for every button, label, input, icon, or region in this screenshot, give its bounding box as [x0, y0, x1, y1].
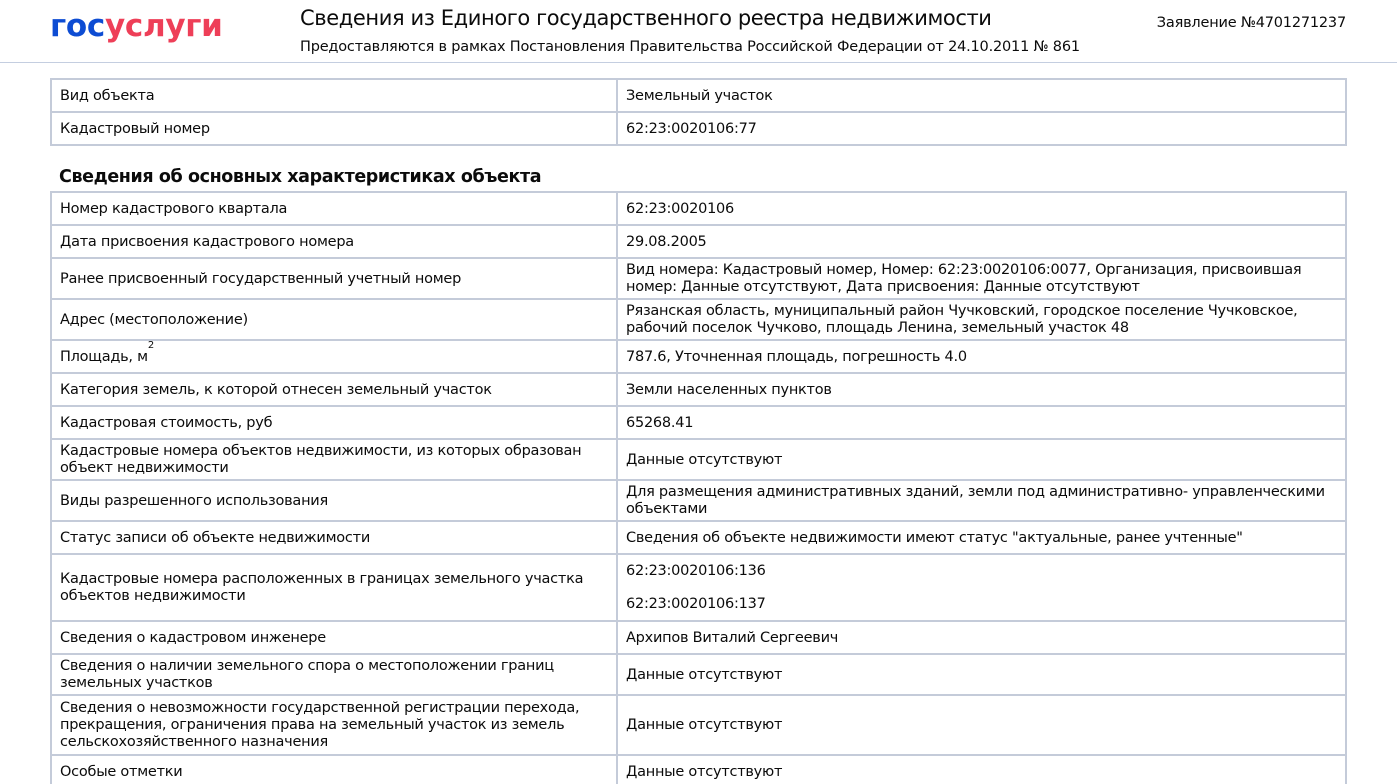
row-value-special-marks: Данные отсутствуют [617, 755, 1346, 784]
table-row [51, 621, 1346, 654]
row-key-quarter: Номер кадастрового квартала [51, 192, 617, 225]
row-key-date-assigned: Дата присвоения кадастрового номера [51, 225, 617, 258]
table-row [51, 79, 1346, 112]
table-row [51, 373, 1346, 406]
row-key-cadastral-cost: Кадастровая стоимость, руб [51, 406, 617, 439]
row-value-record-status: Сведения об объекте недвижимости имеют статус "актуальные, ранее учтенные" [617, 521, 1346, 554]
located-object-number: 62:23:0020106:137 [626, 596, 766, 612]
table-row [51, 554, 1346, 621]
row-key-object-type: Вид объекта [51, 79, 617, 112]
area-label: Площадь, м [60, 348, 148, 365]
row-key-area [51, 340, 617, 373]
table-row [51, 192, 1346, 225]
table-row [51, 480, 1346, 521]
logo-part-gos: гос [50, 8, 105, 44]
row-value-located-objects [617, 554, 1346, 621]
row-key-cadastral-number: Кадастровый номер [51, 112, 617, 145]
object-table [50, 78, 1347, 146]
row-value-date-assigned: 29.08.2005 [617, 225, 1346, 258]
table-row [51, 695, 1346, 755]
table-row [51, 299, 1346, 340]
row-value-formed-from: Данные отсутствуют [617, 439, 1346, 480]
row-key-special-marks: Особые отметки [51, 755, 617, 784]
row-key-formed-from: Кадастровые номера объектов недвижимости, из которых образован объект недвижимости [51, 439, 617, 480]
row-value-cadastral-cost: 65268.41 [617, 406, 1346, 439]
row-value-prev-number: Вид номера: Кадастровый номер, Номер: 62:23:0020106:0077, Организация, присвоившая номер: Данные отсутствуют, Дата присвоения: Данные отсутствуют [617, 258, 1346, 299]
row-value-cadastral-number: 62:23:0020106:77 [617, 112, 1346, 145]
table-row [51, 112, 1346, 145]
row-value-land-dispute: Данные отсутствуют [617, 654, 1346, 695]
gosuslugi-logo[interactable] [50, 8, 223, 44]
row-key-address: Адрес (местоположение) [51, 299, 617, 340]
area-unit-superscript: 2 [147, 339, 154, 351]
table-row [51, 258, 1346, 299]
table-row [51, 654, 1346, 695]
table-row [51, 439, 1346, 480]
document-subtitle: Предоставляются в рамках Постановления Правительства Российской Федерации от 24.10.2011 № 861 [300, 39, 1080, 55]
table-row [51, 406, 1346, 439]
row-key-prev-number: Ранее присвоенный государственный учетный номер [51, 258, 617, 299]
row-value-land-category: Земли населенных пунктов [617, 373, 1346, 406]
document-title: Сведения из Единого государственного реестра недвижимости [300, 6, 992, 30]
row-key-engineer: Сведения о кадастровом инженере [51, 621, 617, 654]
main-characteristics-table [50, 191, 1347, 784]
logo-part-uslugi: услуги [104, 8, 223, 44]
row-key-land-category: Категория земель, к которой отнесен земельный участок [51, 373, 617, 406]
table-row [51, 521, 1346, 554]
row-value-quarter: 62:23:0020106 [617, 192, 1346, 225]
row-value-address: Рязанская область, муниципальный район Чучковский, городское поселение Чучковское, рабочий поселок Чучково, площадь Ленина, земельный участок 48 [617, 299, 1346, 340]
row-key-located-objects: Кадастровые номера расположенных в границах земельного участка объектов недвижимости [51, 554, 617, 621]
row-key-registration-impossible: Сведения о невозможности государственной регистрации перехода, прекращения, ограничения права на земельный участок из земель сельскохозяйственного назначения [51, 695, 617, 755]
page-header [0, 0, 1397, 63]
row-value-object-type: Земельный участок [617, 79, 1346, 112]
row-key-land-dispute: Сведения о наличии земельного спора о местоположении границ земельных участков [51, 654, 617, 695]
row-key-record-status: Статус записи об объекте недвижимости [51, 521, 617, 554]
row-value-engineer: Архипов Виталий Сергеевич [617, 621, 1346, 654]
section-title-main-characteristics: Сведения об основных характеристиках объекта [59, 167, 542, 187]
located-object-number: 62:23:0020106:136 [626, 563, 766, 579]
table-row [51, 755, 1346, 784]
table-row [51, 225, 1346, 258]
table-row [51, 340, 1346, 373]
row-value-registration-impossible: Данные отсутствуют [617, 695, 1346, 755]
row-value-area: 787.6, Уточненная площадь, погрешность 4.0 [617, 340, 1346, 373]
row-key-permitted-use: Виды разрешенного использования [51, 480, 617, 521]
statement-number: Заявление №4701271237 [1156, 15, 1346, 31]
row-value-permitted-use: Для размещения административных зданий, земли под административно- управленческими объектами [617, 480, 1346, 521]
